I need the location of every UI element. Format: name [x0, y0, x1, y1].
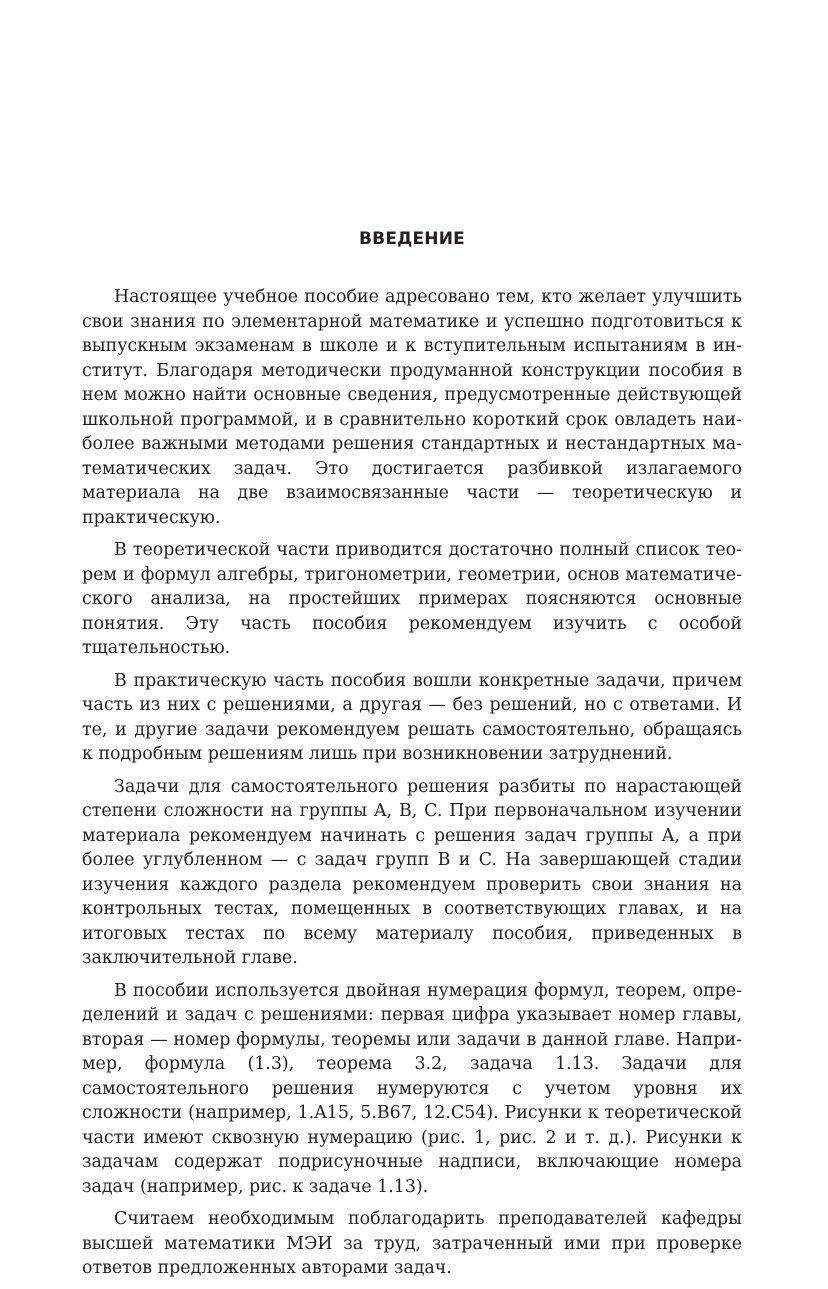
page-title: ВВЕДЕНИЕ	[359, 229, 465, 249]
paragraph-practice: В практическую часть пособия вошли конкретные задачи, причем часть из них с решениями, а другая — без решений, но с ответами. И те, и другие задачи рекомендуем решать самостоятельно, обращаясь к подробным решениям лишь при возникновении затруднений.	[82, 670, 742, 764]
paragraph-numbering: В пособии используется двойная нумерация формул, теорем, определений и задач с решениями: первая цифра указывает номер главы, вторая — номер формулы, теоремы или задачи в данной главе. Например, формула (1.3), теорема 3.2, задача 1.13. Задачи для самостоятельного решения нумеруются с учетом уровня их сложности (например, 1.A15, 5.B67, 12.C54). Рисунки к теоретической части имеют сквозную нумерацию (рис. 1, рис. 2 и т. д.). Рисунки к задачам содержат подрисуночные надписи, включающие номера задач (например, рис. к задаче 1.13).	[82, 980, 742, 1197]
document-page	[82, 0, 742, 1278]
paragraph-theory: В теоретической части приводится достаточно полный список теорем и формул алгебры, тригонометрии, геометрии, основ математического анализа, на простейших примерах поясняются основные понятия. Эту часть пособия рекомендуем изучить с особой тщательностью.	[82, 540, 742, 658]
body-text	[82, 285, 742, 1289]
paragraph-purpose: Настоящее учебное пособие адресовано тем, кто желает улучшить свои знания по элементарной математике и успешно подготовиться к выпускным экзаменам в школе и к вступительным испытаниям в институт. Благодаря методически продуманной конструкции пособия в нем можно найти основные сведения, предусмотренные действующей школьной программой, и в сравнительно короткий срок овладеть наиболее важными методами решения стандартных и нестандартных математических задач. Это достигается разбивкой излагаемого материала на две взаимосвязанные части — теоретическую и практическую.	[82, 287, 742, 528]
paragraph-difficulty-groups: Задачи для самостоятельного решения разбиты по нарастающей степени сложности на группы A, B, C. При первоначальном изучении материала рекомендуем начинать с решения задач группы A, а при более углубленном — с задач групп B и C. На завершающей стадии изучения каждого раздела рекомендуем проверить свои знания на контрольных тестах, помещенных в соответствующих главах, и на итоговых тестах по всему материалу пособия, приведенных в заключительной главе.	[82, 776, 742, 968]
paragraph-acknowledgment: Считаем необходимым поблагодарить преподавателей кафедры высшей математики МЭИ за труд, затраченный ими при проверке ответов предложенных авторами задач.	[82, 1209, 742, 1278]
